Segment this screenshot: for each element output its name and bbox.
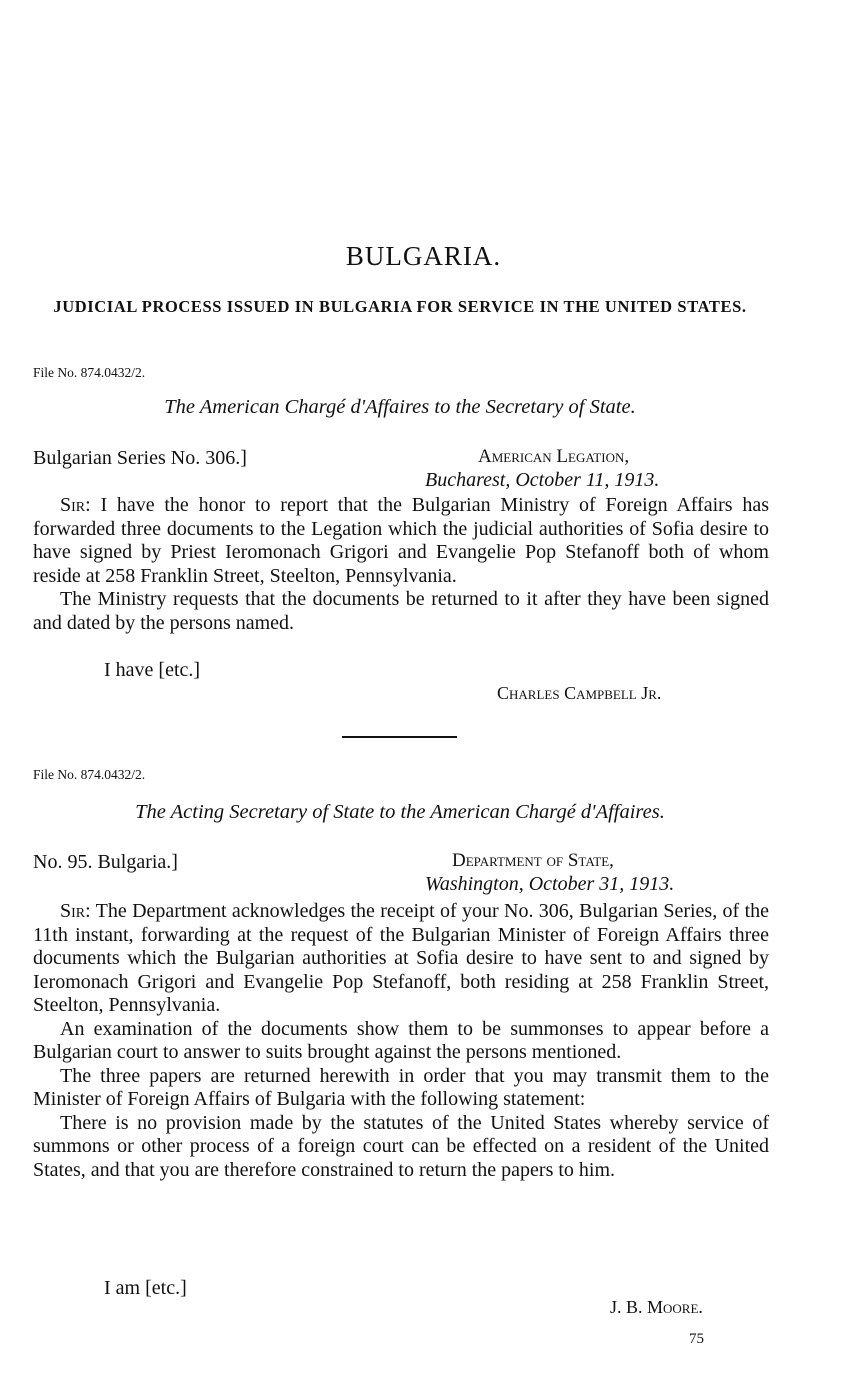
letter1-heading: The American Chargé d'Affaires to the Secretary of State. xyxy=(164,396,636,418)
letter1-date: Bucharest, October 11, 1913. xyxy=(425,469,660,491)
letter1-series-number: Bulgarian Series No. 306.] xyxy=(33,447,247,469)
letter2-paragraph: Sir: The Department acknowledges the receipt of your No. 306, Bulgarian Series, of the 11th instant, forwarding at the request of the Bulgarian Minister of Foreign Affairs three documents which the Bulgarian authorities at Sofia desire to have sent to and signed by Ieromonach Grigori and Evangelie Pop Stefanoff, both residing at 258 Franklin Street, Steelton, Pennsylvania. xyxy=(33,900,769,1016)
letter1-place: American Legation, xyxy=(478,446,630,467)
letter2-date: Washington, October 31, 1913. xyxy=(425,873,675,895)
page-number: 75 xyxy=(689,1331,704,1347)
letter2-body xyxy=(33,900,769,1182)
letter2-paragraph: An examination of the documents show them to be summonses to appear before a Bulgarian court to answer to suits brought against the persons mentioned. xyxy=(33,1017,769,1063)
letter1-file-number: File No. 874.0432/2. xyxy=(33,365,146,380)
letter2-salutation: Sir: xyxy=(60,900,91,922)
letter1-body xyxy=(33,494,769,635)
section-divider xyxy=(342,736,457,738)
letter1-signature: Charles Campbell Jr. xyxy=(497,683,662,703)
letter2-place: Department of State, xyxy=(452,850,614,871)
letter1-salutation: Sir: xyxy=(60,494,91,516)
letter2-paragraph: There is no provision made by the statutes of the United States whereby service of summons or other process of a foreign court can be effected on a resident of the United States, and that you are therefore constrained to return the papers to him. xyxy=(33,1111,769,1181)
letter1-paragraph: Sir: I have the honor to report that the Bulgarian Ministry of Foreign Affairs has forwarded three documents to the Legation which the judicial authorities of Sofia desire to have signed by Priest Ieromonach Grigori and Evangelie Pop Stefanoff both of whom reside at 258 Franklin Street, Steelton, Pennsylvania. xyxy=(33,494,770,587)
page-title: BULGARIA. xyxy=(345,241,502,271)
letter2-closing: I am [etc.] xyxy=(104,1277,187,1299)
letter2-series-number: No. 95. Bulgaria.] xyxy=(33,851,178,873)
letter2-signature: J. B. Moore. xyxy=(610,1297,703,1317)
letter2-heading: The Acting Secretary of State to the American Chargé d'Affaires. xyxy=(135,801,665,823)
letter2-file-number: File No. 874.0432/2. xyxy=(33,767,146,782)
letter2-paragraph: The three papers are returned herewith in order that you may transmit them to the Minister of Foreign Affairs of Bulgaria with the following statement: xyxy=(33,1064,769,1110)
letter1-closing: I have [etc.] xyxy=(104,659,201,681)
letter1-paragraph: The Ministry requests that the documents be returned to it after they have been signed and dated by the persons named. xyxy=(33,588,769,634)
page-subtitle: JUDICIAL PROCESS ISSUED IN BULGARIA FOR SERVICE IN THE UNITED STATES. xyxy=(53,297,747,316)
